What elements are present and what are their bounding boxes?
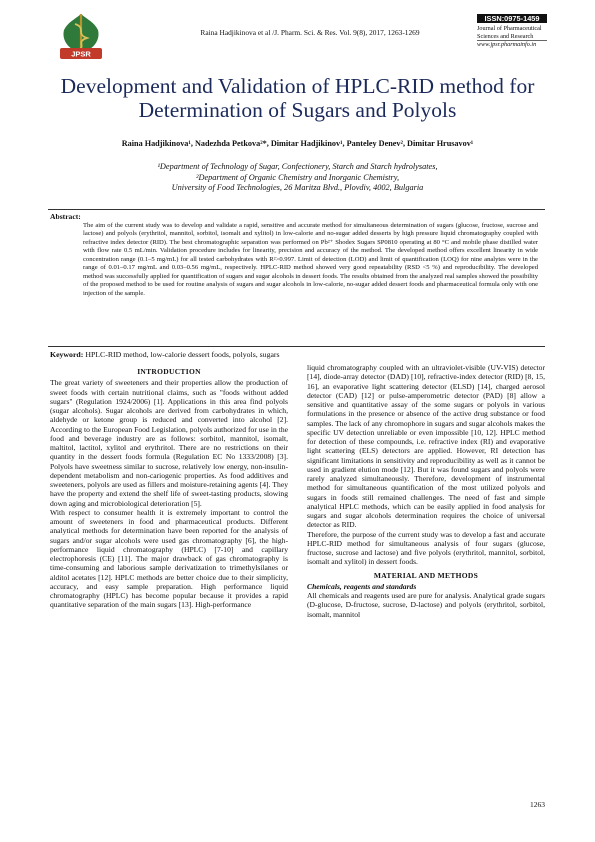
paragraph: The great variety of sweeteners and their properties allow the production of sweet foods with certain nutritional claims, such as "foods without added sugars" (Regulation 1924/2006) [1]. Applications in this area find polyols (sugar alcohols). Sugar alcohols are derived from carbohydrates in which, aldehyde or ketone group is reduced and converted into alcohol [2]. According to the European Food Legislation, polyols authorized for use in the food and beverage industry are as follows: sorbitol, mannitol, isomalt, maltitol, lactitol, xylitol and erythritol. There are no restrictions on their quantity in the dessert foods formula (Regulation EC No 1333/2008) [3]. Polyols have sweetness similar to sucrose, relatively low energy, non-insulin-dependent metabolism and non-cariogenic properties. As food additives and sweeteners, polyols are used as fillers and moisture-retaining agents [4]. They have the property and extend the shelf life of sweet-tasting products, slowing down aging and microbiological deterioration [5]. (50, 378, 288, 508)
page-number: 1263 (530, 800, 545, 809)
abstract-box (48, 209, 545, 347)
right-column (307, 363, 545, 619)
paragraph: liquid chromatography coupled with an ultraviolet-visible (UV-VIS) detector [14], diode-array detector (DAD) [10], refractive-index detector (RID) [8, 15, 16], an evaporative light scattering detector (ELSD) [14], charged aerosol detector (CAD) [12] or pulse-amperometric detector (PAD) [8] allow a sensitive and quantitative assay of the some sugars or polyols in various formulations in the presence or absence of the active drug substance or food samples. The lack of any chromophore in sugars and sugar alcohols makes the specific UV detection unreliable or even impossible [10, 12]. HPLC method for detection of these compounds, i.e. refractive index (RI) and evaporative light scattering (ELS) detectors are applied. However, RI detection has significant limitations in sensitivity and reproducibility as well as it cannot be used in gradient elution mode [12]. But it was found sugars and polyols were rarely analyzed simultaneously. Therefore, development of instrumental method for simultaneous quantification of the most utilized polyols and sugars in foods still remained challenges. The need of fast and simple analytical HPLC methods, which can be easily applied in food analysis for sugars and sugar alcohols determination requires the choice of universal detector as RID. (307, 363, 545, 530)
methods-heading: MATERIAL AND METHODS (373, 570, 479, 580)
introduction-heading: INTRODUCTION (137, 367, 201, 376)
journal-info (477, 14, 547, 49)
issn-badge: ISSN:0975-1459 (477, 14, 547, 23)
running-head: Raina Hadjikinova et al /J. Pharm. Sci. & Res. Vol. 9(8), 2017, 1263-1269 (200, 28, 420, 37)
abstract-text: The aim of the current study was to develop and validate a rapid, sensitive and accurate method for simultaneous determination of sugars (glucose, fructose, sucrose and lactose) and polyols (erythritol, mannitol, sorbitol, isomalt and xylitol) in low-calorie and no-sugar added desserts by high pressure liquid chromatography coupled with refractive index detector (RID). The best chromatographic separation was performed on Pb²⁺ Shodex Sugars SP0810 operating at 80 °C and mobile phase distilled water with flow rate 0.5 mL/min. Validation procedure includes for linearity, precision and accuracy of the method. The developed method offers excellent linearity in wide concentration range (0.1–5 mg/mL) for all tested carbohydrates with R²>0.997. Limit of detection (LOD) and limit of quantification (LOQ) for nine analytes were in the range of 0.01–0.17 mg/mL and 0.03–0.56 mg/mL, respectively. HPLC-RID method showed very good repeatability (RSD <5 %) and reproducibility. The developed method was successfully applied for quantification of sugars and sugar alcohols in dessert foods. The results obtained from the analyzed real samples showed the possibility of the proposed method to be used for routine analysis of sugars and sugar alcohols in low-calorie, no-sugar added dessert foods and pharmaceutical formula only with one injection of the sample. (83, 222, 538, 297)
paragraph: Therefore, the purpose of the current study was to develop a fast and accurate HPLC-RID method for simultaneous analysis of four sugars (glucose, fructose, sucrose and lactose) and five polyols (erythritol, mannitol, sorbitol, isomalt and xylitol) in dessert foods. (307, 529, 545, 567)
affiliations (60, 162, 535, 194)
chemicals-subheading: Chemicals, reagents and standards (307, 581, 417, 591)
author-list: Raina Hadjikinova¹, Nadezhda Petkova²*, Dimitar Hadjikinov¹, Panteley Denev², Dimitar Hrusavov¹ (121, 139, 474, 148)
paragraph: All chemicals and reagents used are pure for analysis. Analytical grade sugars (D-glucose, D-fructose, sucrose, D-lactose) and polyols (erythritol, sorbitol, isomalt, mannitol (307, 591, 545, 619)
affiliation-line: ²Department of Organic Chemistry and Inorganic Chemistry, (195, 172, 400, 182)
keywords-line (50, 350, 545, 359)
affiliation-line: ¹Department of Technology of Sugar, Confectionery, Starch and Starch hydrolysates, (157, 162, 438, 171)
abstract-label: Abstract: (50, 212, 81, 221)
journal-website: www.jpsr.pharmainfo.in (477, 41, 537, 49)
article-title: Development and Validation of HPLC-RID method for Determination of Sugars and Polyols (60, 74, 535, 122)
left-column (50, 363, 288, 610)
journal-name: Journal of Pharmaceutical Sciences and Research (477, 25, 547, 41)
affiliation-line: University of Food Technologies, 26 Maritza Blvd., Plovdiv, 4002, Bulgaria (171, 183, 424, 193)
keywords-text: HPLC-RID method, low-calorie dessert foods, polyols, sugars (85, 350, 280, 359)
paragraph: With respect to consumer health it is extremely important to control the amount of sweeteners in food and pharmaceutical products. Different analytical methods for determination have been reported for the analysis of sugars and/or sugar alcohols were used gas chromatography [6], the high-performance liquid chromatography (HPLC) [7-10] and capillary electrophoresis (CE) [11]. The major drawback of gas chromatography is time-consuming and laborious sample derivatization to trimethylsilanes or alditol acetates [12]. HPLC methods are better choice due to their simplicity, accuracy, and easy sample preparation. High performance liquid chromatography (HPLC) has become popular because it provides a rapid quantitative separation of the main sugars [13]. High-performance (50, 507, 288, 610)
keywords-label: Keyword: (50, 350, 84, 359)
logo-text: JPSR (71, 49, 91, 59)
journal-logo (56, 10, 106, 62)
